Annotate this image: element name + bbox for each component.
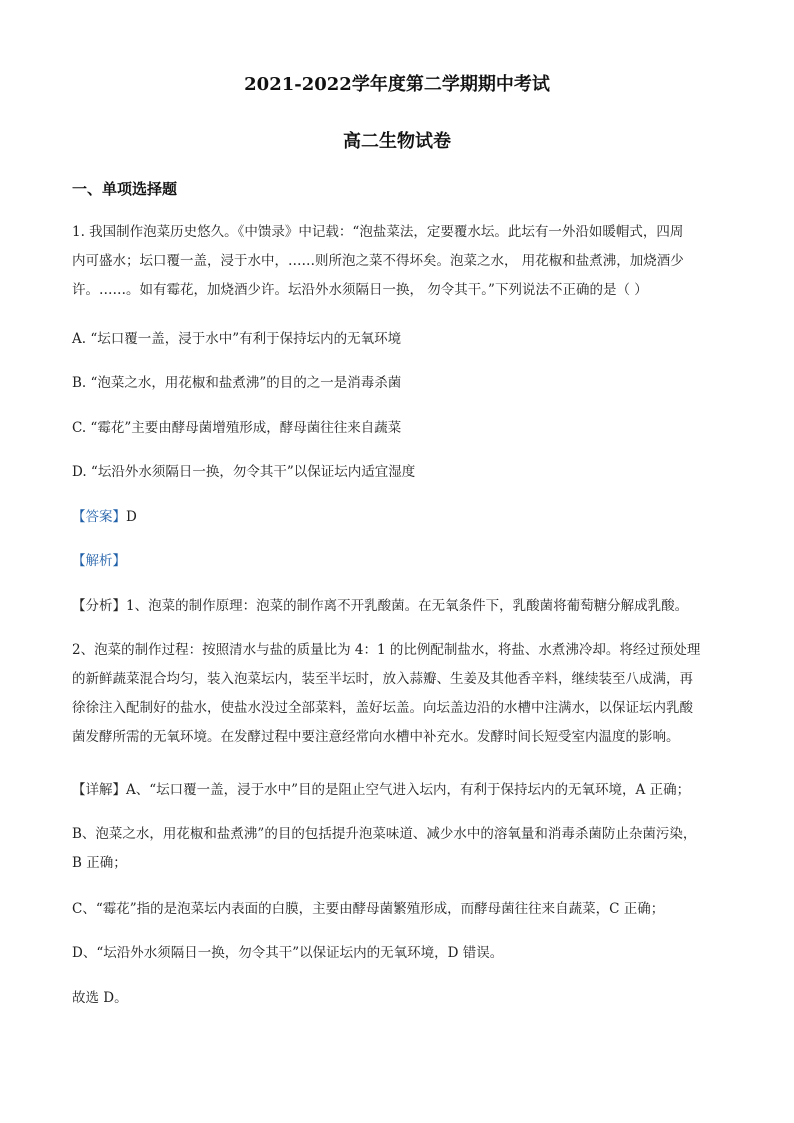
fenxi-line: 2、泡菜的制作过程：按照清水与盐的质量比为 4：1 的比例配制盐水，将盐、水煮沸冷却。将经过预处理 [72, 642, 701, 658]
question-stem-line: 1. 我国制作泡菜历史悠久。《中馈录》中记载：“泡盐菜法，定要覆水坛。此坛有一外沿如暖帽式，四周 [72, 224, 684, 240]
fenxi-line: 菌发酵所需的无氧环境。在发酵过程中要注意经常向水槽中补充水。发酵时间长短受室内温度的影响。 [72, 729, 680, 745]
fenxi-line: 徐徐注入配制好的盐水，使盐水没过全部菜料，盖好坛盖。向坛盖边沿的水槽中注满水，以保证坛内乳酸 [72, 700, 693, 716]
option-d: D. “坛沿外水须隔日一换，勿令其干”以保证坛内适宜湿度 [72, 464, 416, 480]
answer-value: D [126, 509, 137, 525]
fenxi-paragraph-2 [72, 636, 722, 752]
fenxi-line [72, 596, 688, 616]
conclusion: 故选 D。 [72, 990, 128, 1006]
exam-title: 2021-2022学年度第二学期期中考试 [244, 74, 550, 95]
fenxi-text: 1、泡菜的制作原理：泡菜的制作离不开乳酸菌。在无氧条件下，乳酸菌将葡萄糖分解成乳酸。 [126, 598, 689, 614]
fenxi-line: 的新鲜蔬菜混合均匀，装入泡菜坛内，装至半坛时，放入蒜瓣、生姜及其他香辛料，继续装至八成满，再 [72, 671, 693, 687]
option-c: C. “霉花”主要由酵母菌增殖形成，酵母菌往往来自蔬菜 [72, 420, 402, 436]
section-heading: 一、单项选择题 [72, 180, 178, 198]
xiangjie-line-c: C、“霉花”指的是泡菜坛内表面的白膜，主要由酵母菌繁殖形成，而酵母菌往往来自蔬菜，C 正确； [72, 901, 665, 917]
xiangjie-b [72, 820, 722, 878]
xiangjie-line-b2: B 正确； [72, 855, 127, 871]
exam-subtitle: 高二生物试卷 [343, 131, 451, 152]
fenxi-tag: 【分析】 [72, 598, 126, 614]
xiangjie-line-a [72, 780, 690, 800]
xiangjie-line-d: D、“坛沿外水须隔日一换，勿令其干”以保证坛内的无氧环境，D 错误。 [72, 945, 504, 961]
xiangjie-tag: 【详解】 [72, 782, 126, 798]
analysis-line [72, 551, 126, 571]
question-stem [72, 218, 722, 305]
xiangjie-line-b1: B、泡菜之水，用花椒和盐煮沸”的目的包括提升泡菜味道、减少水中的溶氧量和消毒杀菌防止杂菌污染， [72, 826, 697, 842]
question-stem-line: 内可盛水；坛口覆一盖，浸于水中，……则所泡之菜不得坏矣。泡菜之水， 用花椒和盐煮沸，加烧酒少 [72, 253, 684, 269]
question-stem-line: 许。……。如有霉花，加烧酒少许。坛沿外水须隔日一换， 勿令其干。”下列说法不正确的是（ ） [72, 282, 648, 298]
answer-tag: 【答案】 [72, 509, 126, 525]
option-a: A. “坛口覆一盖，浸于水中”有利于保持坛内的无氧环境 [72, 331, 402, 347]
option-b: B. “泡菜之水，用花椒和盐煮沸”的目的之一是消毒杀菌 [72, 375, 402, 391]
answer-line [72, 507, 137, 527]
analysis-tag: 【解析】 [72, 553, 126, 569]
xiangjie-text-a: A、“坛口覆一盖，浸于水中”目的是阻止空气进入坛内，有利于保持坛内的无氧环境，A 正确； [126, 782, 691, 798]
